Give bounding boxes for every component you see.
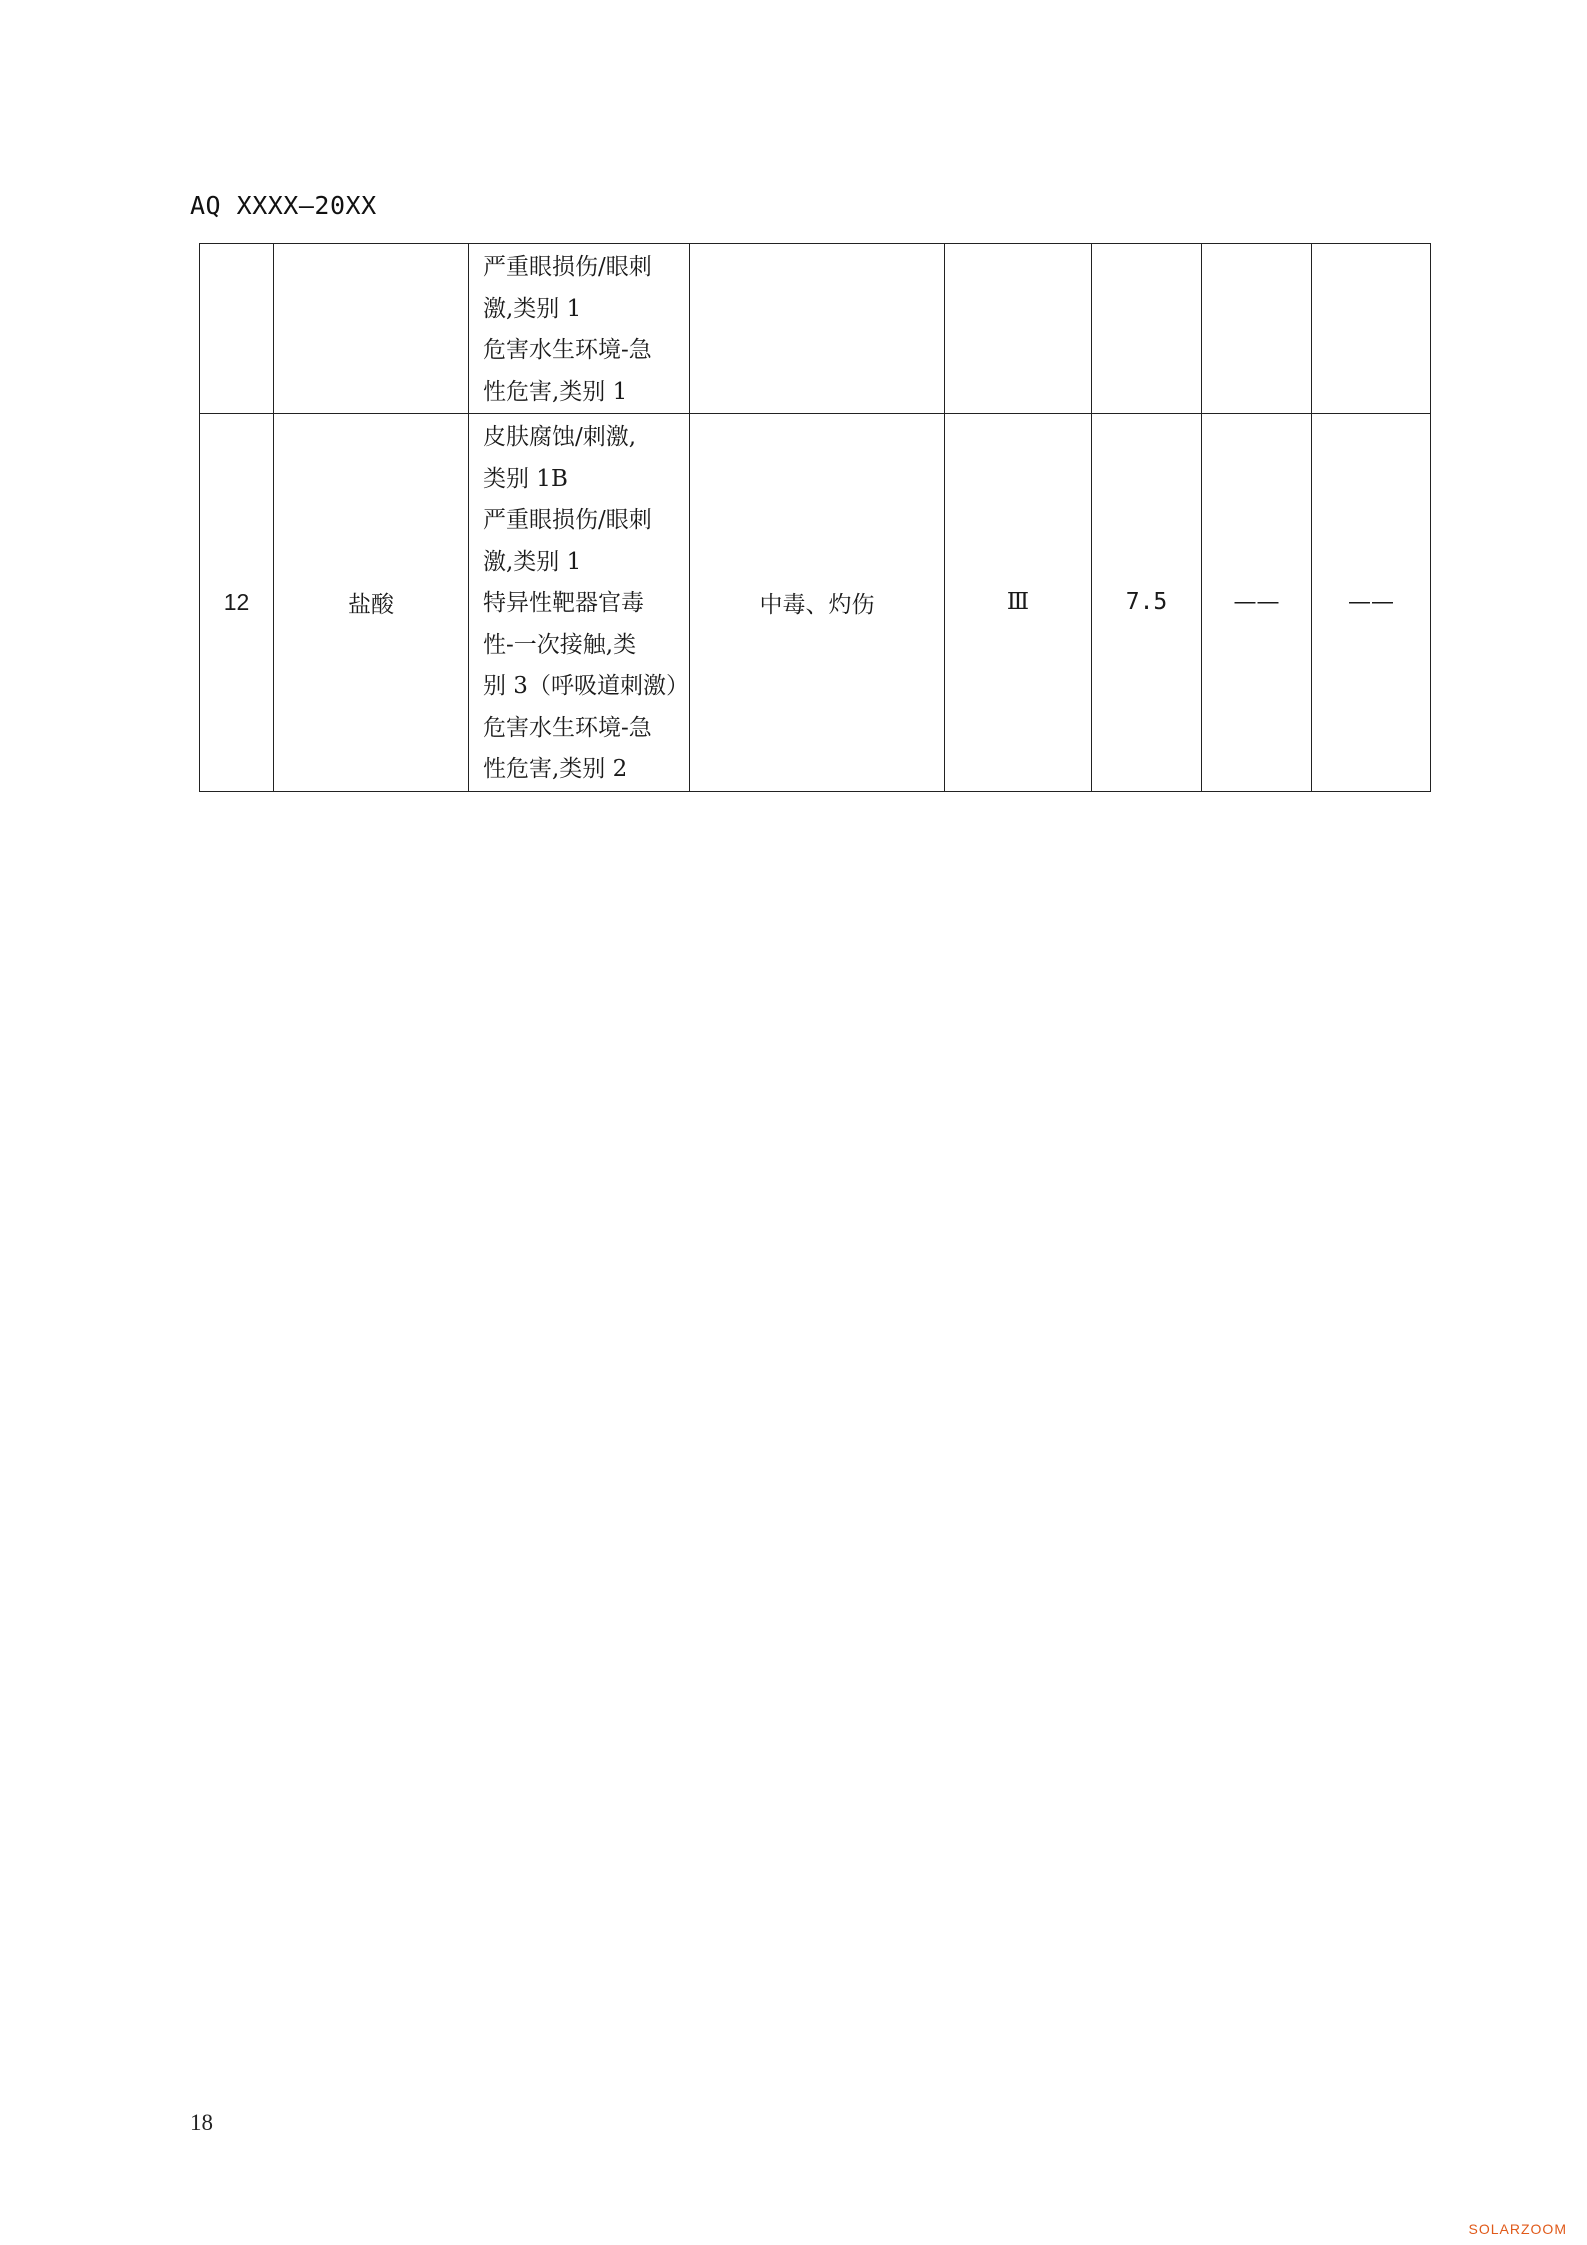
classification-line: 别 3（呼吸道刺激） xyxy=(483,673,689,699)
watermark-logo: SOLARZOOM xyxy=(1468,2221,1567,2237)
substance-name-cell xyxy=(274,244,469,414)
classification-line: 皮肤腐蚀/刺激, xyxy=(483,424,637,450)
classification-line: 严重眼损伤/眼刺 xyxy=(483,507,652,533)
value-cell: 7.5 xyxy=(1092,414,1202,792)
classification-line: 危害水生环境-急 xyxy=(483,714,652,741)
classification-line: 危害水生环境-急 xyxy=(483,337,652,363)
level-cell xyxy=(945,244,1092,414)
classification-line: 性危害,类别 1 xyxy=(483,378,628,405)
classification-line: 严重眼损伤/眼刺 xyxy=(483,254,652,280)
hazard-table xyxy=(199,243,1431,792)
page-number: 18 xyxy=(190,2110,213,2135)
substance-name-cell: 盐酸 xyxy=(274,414,469,792)
col8-cell xyxy=(1312,244,1431,414)
classification-line: 性危害,类别 2 xyxy=(483,756,628,782)
classification-line: 特异性靶器官毒 xyxy=(483,590,644,616)
classification-line: 激,类别 1 xyxy=(483,295,582,322)
col7-cell xyxy=(1202,244,1312,414)
col7-cell: —— xyxy=(1202,414,1312,792)
row-number-cell: 12 xyxy=(200,414,274,792)
col8-cell: —— xyxy=(1312,414,1431,792)
table-row xyxy=(200,244,1431,414)
hazard-classification-cell xyxy=(469,414,690,792)
classification-line: 激,类别 1 xyxy=(483,548,582,575)
value-cell xyxy=(1092,244,1202,414)
level-cell: Ⅲ xyxy=(945,414,1092,792)
hazard-type-cell xyxy=(690,244,945,414)
hazard-classification-cell xyxy=(469,244,690,414)
classification-line: 性-一次接触,类 xyxy=(483,631,637,658)
hazard-type-cell: 中毒、灼伤 xyxy=(690,414,945,792)
classification-line: 类别 1B xyxy=(483,465,568,492)
table-row xyxy=(200,414,1431,792)
document-code-header: AQ XXXX—20XX xyxy=(190,191,377,220)
row-number-cell xyxy=(200,244,274,414)
